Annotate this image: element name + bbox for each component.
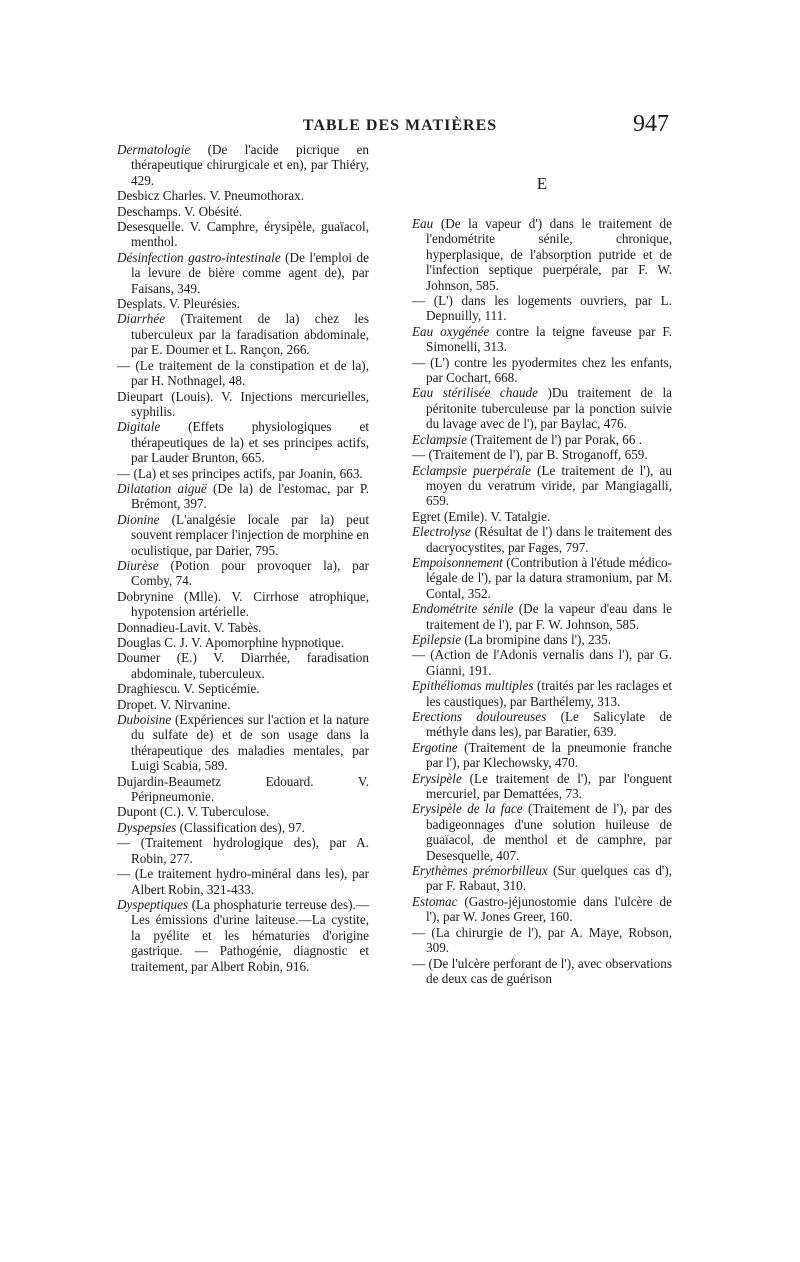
index-entry <box>117 188 369 203</box>
entry-text: — (Action de l'Adonis vernalis dans l'), par G. Gianni, 191. <box>412 647 672 678</box>
entry-text: — (De l'ulcère perforant de l'), avec observations de deux cas de guérison <box>412 955 672 986</box>
entry-text: (Le Salicylate de méthyle dans les), par Baratier, 639. <box>426 709 672 740</box>
entry-heading: Dilatation aiguë <box>117 480 207 496</box>
index-entry <box>117 389 369 420</box>
entry-text: — (La chirurgie de l'), par A. Maye, Robson, 309. <box>412 924 672 956</box>
entry-text: Dujardin-Beaumetz Edouard. V. Péripneumonie. <box>117 773 369 805</box>
section-letter: E <box>536 174 548 193</box>
index-entry <box>117 558 369 589</box>
entry-text: — (L') dans les logements ouvriers, par L. Depnuilly, 111. <box>412 293 672 324</box>
entry-heading: Diarrhée <box>117 311 166 327</box>
entry-text: (De l'emploi de la levure de bière comme agent de), par Faisans, 349. <box>131 249 369 296</box>
entry-heading: Eau stérilisée chaude <box>412 385 538 401</box>
left-column <box>117 142 369 974</box>
index-entry <box>412 740 672 771</box>
entry-text: (Potion pour provoquer la), par Comby, 74. <box>131 557 369 589</box>
entry-text: — (Traitement de l'), par B. Stroganoff, 659. <box>412 447 648 463</box>
entry-text: — (Traitement hydrologique des), par A. Robin, 277. <box>117 835 369 866</box>
entry-text: Dropet. V. Nirvanine. <box>117 696 231 712</box>
entry-heading: Eau <box>412 216 434 231</box>
entry-text: (Contribution à l'étude médico-légale de l'), par la datura stramonium, par M. Contal, 352. <box>426 554 672 601</box>
entry-heading: Erysipèle de la face <box>412 801 523 817</box>
entry-text: (Traitement de la) chez les tuberculeux par la faradisation abdominale, par E. Doumer et L. Rançon, 266. <box>131 311 369 358</box>
entry-text: (Effets physiologiques et thérapeutiques de la) et ses principes actifs, par Lauder Brunton, 665. <box>131 419 369 466</box>
entry-text: Donnadieu-Lavit. V. Tabès. <box>117 619 262 635</box>
index-entry <box>412 509 672 524</box>
index-entry <box>117 866 369 897</box>
entry-text: Egret (Emile). V. Tatalgie. <box>412 508 551 524</box>
entry-heading: Désinfection gastro-intestinale <box>117 249 281 265</box>
entry-heading: Dermatologie <box>117 142 191 157</box>
index-entry <box>412 385 672 431</box>
entry-text: (De la) de l'estomac, par P. Brémont, 397. <box>131 480 369 512</box>
entry-text: — (La) et ses principes actifs, par Joanin, 663. <box>117 465 363 481</box>
entry-heading: Estomac <box>412 893 458 909</box>
index-entry <box>117 358 369 389</box>
entry-text: Dobrynine (Mlle). V. Cirrhose atrophique, hypotension artérielle. <box>117 588 369 620</box>
entry-text: (Le traitement de l'), par l'onguent mercuriel, par Demattées, 73. <box>426 770 672 802</box>
entry-heading: Electrolyse <box>412 524 471 540</box>
entry-text: Dieupart (Louis). V. Injections mercurielles, syphilis. <box>117 388 369 419</box>
entry-text: — (Le traitement hydro-minéral dans les), par Albert Robin, 321-433. <box>117 866 369 897</box>
index-entry <box>117 296 369 311</box>
entry-text: (L'analgésie locale par la) peut souvent remplacer l'injection de morphine en oculistique, par Darier, 795. <box>131 511 369 558</box>
entry-text: (Résultat de l') dans le traitement des dacryocystites, par Fages, 797. <box>426 524 672 555</box>
index-entry <box>117 512 369 558</box>
entry-text: )Du traitement de la péritonite tuberculeuse par la ponction suivie du lavage avec de l'), par Baylac, 476. <box>426 385 672 432</box>
entry-text: Desplats. V. Pleurésies. <box>117 296 240 312</box>
entry-heading: Diurèse <box>117 557 159 573</box>
index-entry <box>412 647 672 678</box>
index-entry <box>412 293 672 324</box>
index-entry <box>412 771 672 802</box>
entry-text: (Traitement de l'), par des badigeonnages d'une solution huileuse de guaïacol, de menthol et de camphre, par Desesquelle, 407. <box>426 801 672 863</box>
index-entry <box>117 697 369 712</box>
index-entry <box>117 804 369 819</box>
entry-text: (Classification des), 97. <box>176 819 305 835</box>
entry-heading: Empoisonnement <box>412 554 503 570</box>
entry-text: (Traitement de l') par Porak, 66 . <box>466 431 643 447</box>
entry-heading: Dyspepsies <box>117 819 177 835</box>
entry-text: (Expériences sur l'action et la nature du sulfate de) et de son usage dans la thérapeutique des maladies mentales, par Luigi Scabia, 589. <box>131 712 369 774</box>
entry-heading: Epilepsie <box>412 631 462 647</box>
index-entry <box>117 774 369 805</box>
index-entry <box>117 712 369 774</box>
index-entry <box>412 632 672 647</box>
index-entry <box>412 709 672 740</box>
index-entry <box>412 324 672 355</box>
entry-text: contre la teigne faveuse par F. Simonelli, 313. <box>426 323 672 355</box>
index-entry <box>117 204 369 219</box>
index-entry <box>412 432 672 447</box>
right-entries <box>412 216 672 986</box>
index-entry <box>412 447 672 462</box>
index-entry <box>117 419 369 465</box>
entry-heading: Dionine <box>117 511 160 527</box>
entry-text: Draghiescu. V. Septicémie. <box>117 681 260 697</box>
right-column <box>412 146 672 986</box>
entry-heading: Erections douloureuses <box>412 709 547 724</box>
index-entry <box>117 481 369 512</box>
entry-text: (Traitement de la pneumonie franche par l'), par Klechowsky, 470. <box>426 739 672 771</box>
entry-text: Doumer (E.) V. Diarrhée, faradisation abdominale, tuberculeux. <box>117 650 369 681</box>
entry-heading: Duboisine <box>117 712 172 728</box>
entry-heading: Endométrite sénile <box>412 601 514 617</box>
entry-text: Deschamps. V. Obésité. <box>117 203 243 219</box>
index-entry <box>117 311 369 357</box>
index-entry <box>412 463 672 509</box>
entry-text: (Le traitement de l'), au moyen du veratrum viride, par Mangiagalli, 659. <box>426 462 672 509</box>
entry-text: Dupont (C.). V. Tuberculose. <box>117 804 270 820</box>
entry-heading: Epithéliomas multiples <box>412 678 534 694</box>
entry-heading: Eclampsie puerpérale <box>412 462 531 478</box>
index-entry <box>412 863 672 894</box>
entry-text: (La bromipine dans l'), 235. <box>461 631 612 647</box>
entry-text: (De la vapeur d'eau dans le traitement de l'), par F. W. Johnson, 585. <box>426 601 673 632</box>
entry-text: (La phosphaturie terreuse des).—Les émissions d'urine laiteuse.—La cystite, la pyélite et les hématuries d'origine gastrique. — Pathogénie, diagnostic et traitement, par Albert Robin, 916. <box>131 896 369 974</box>
index-entry <box>412 601 672 632</box>
index-entry <box>117 219 369 250</box>
entry-heading: Erythèmes prémorbilleux <box>412 863 548 879</box>
index-entry <box>412 801 672 863</box>
index-entry <box>117 589 369 620</box>
index-entry <box>117 250 369 296</box>
index-entry <box>117 142 369 188</box>
entry-heading: Dyspeptiques <box>117 896 189 912</box>
entry-text: Douglas C. J. V. Apomorphine hypnotique. <box>117 635 344 650</box>
index-entry <box>412 355 672 386</box>
index-entry <box>412 555 672 601</box>
index-entry <box>117 650 369 681</box>
index-entry <box>412 678 672 709</box>
entry-text: (Gastro-jéjunostomie dans l'ulcère de l'), par W. Jones Greer, 160. <box>426 893 672 925</box>
index-entry <box>412 925 672 956</box>
index-entry <box>117 835 369 866</box>
index-entry <box>117 620 369 635</box>
index-entry <box>117 897 369 974</box>
entry-heading: Ergotine <box>412 739 458 755</box>
running-title: TABLE DES MATIÈRES <box>302 117 498 134</box>
index-entry <box>412 894 672 925</box>
index-entry <box>412 216 672 293</box>
entry-text: — (Le traitement de la constipation et de la), par H. Nothnagel, 48. <box>117 357 369 389</box>
entry-text: — (L') contre les pyodermites chez les enfants, par Cochart, 668. <box>412 354 672 386</box>
page-number: 947 <box>633 111 669 137</box>
index-entry <box>412 524 672 555</box>
entry-heading: Eclampsie <box>412 431 467 447</box>
index-entry <box>117 466 369 481</box>
entry-text: (traités par les raclages et les caustiques), par Barthélemy, 313. <box>426 678 673 709</box>
entry-heading: Erysipèle <box>412 770 462 786</box>
entry-heading: Digitale <box>117 419 161 435</box>
index-entry <box>117 635 369 650</box>
entry-text: Desesquelle. V. Camphre, érysipèle, guaïacol, menthol. <box>117 219 369 250</box>
index-entry <box>412 956 672 987</box>
entry-text: (Sur quelques cas d'), par F. Rabaut, 310. <box>426 863 672 894</box>
entry-text: (De l'acide picrique en thérapeutique chirurgicale et en), par Thiéry, 429. <box>131 142 369 188</box>
entry-text: (De la vapeur d') dans le traitement de l'endométrite sénile, chronique, hyperplasique, de l'absorption putride et de l'infection septique puerpérale, par F. W. Johnson, 585. <box>426 216 672 293</box>
entry-text: Desbicz Charles. V. Pneumothorax. <box>117 188 305 204</box>
index-entry <box>117 820 369 835</box>
index-entry <box>117 681 369 696</box>
entry-heading: Eau oxygénée <box>412 323 490 339</box>
